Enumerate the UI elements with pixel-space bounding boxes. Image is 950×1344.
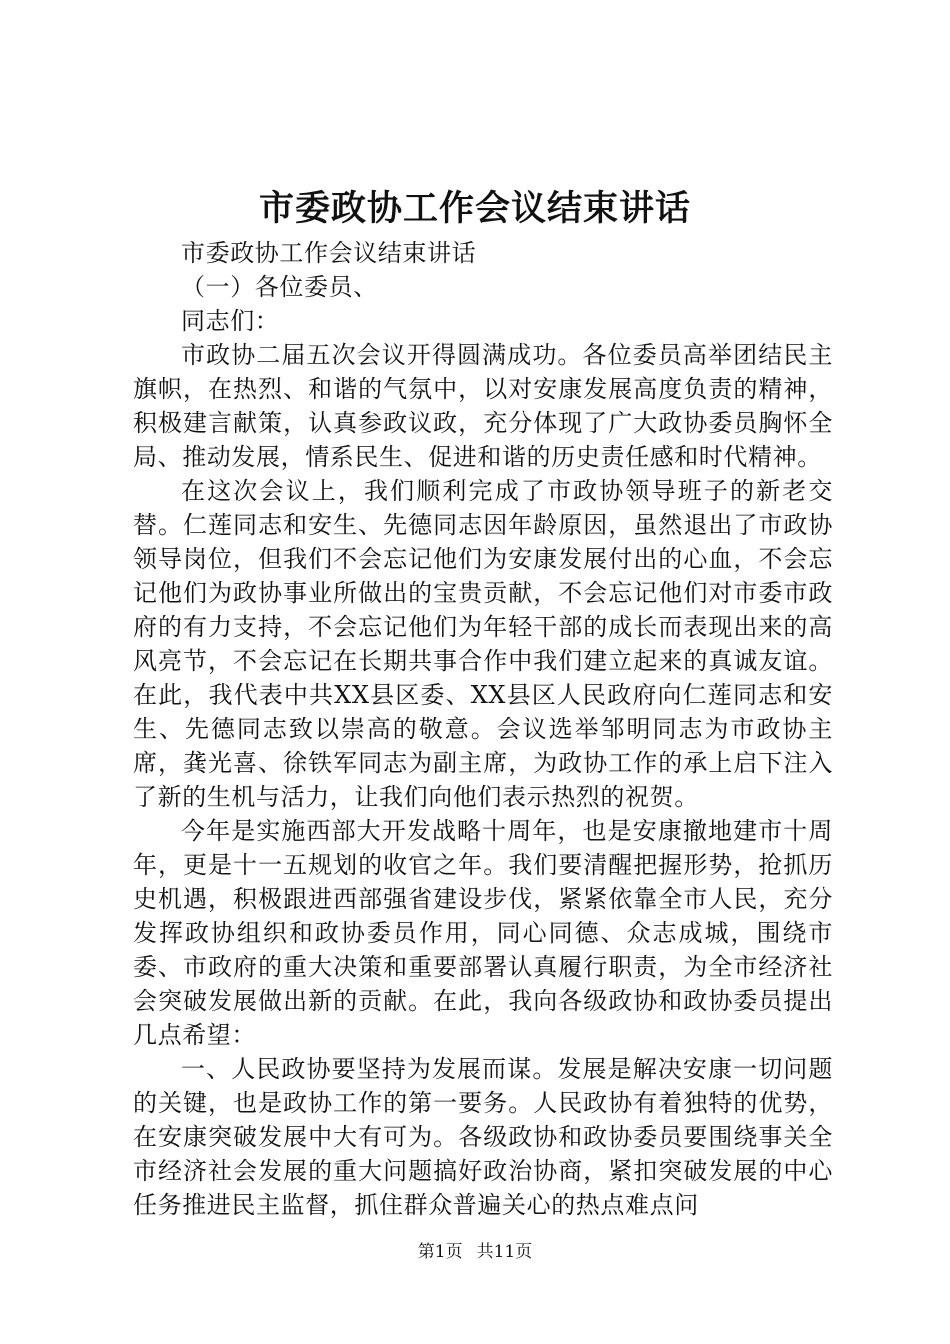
paragraph-subtitle: 市委政协工作会议结束讲话 xyxy=(181,239,477,267)
paragraph-salutation-2: 同志们： xyxy=(181,307,280,335)
page-number-current: 第1页 xyxy=(417,1242,463,1262)
page-number-total: 共11页 xyxy=(476,1242,533,1262)
paragraph: 今年是实施西部大开发战略十周年，也是安康撤地建市十周年，更是十一五规划的收官之年。我们要清醒把握形势，抢抓历史机遇，积极跟进西部强省建设步伐，紧紧依靠全市人民，充分发挥政协组织和政协委员作用，同心同德、众志成城，围绕市委、市政府的重大决策和重要部署认真履行职责，为全市经济社会突破发展做出新的贡献。在此，我向各级政协和政协委员提出几点希望： xyxy=(133,817,833,1049)
paragraph: 一、人民政协要坚持为发展而谋。发展是解决安康一切问题的关键，也是政协工作的第一要务。人民政协有着独特的优势，在安康突破发展中大有可为。各级政协和政协委员要围绕事关全市经济社会发展的重大问题搞好政治协商，紧扣突破发展的中心任务推进民主监督，抓住群众普遍关心的热点难点问 xyxy=(133,1055,833,1219)
paragraph: 在这次会议上，我们顺利完成了市政协领导班子的新老交替。仁莲同志和安生、先德同志因年龄原因，虽然退出了市政协领导岗位，但我们不会忘记他们为安康发展付出的心血，不会忘记他们为政协事业所做出的宝贵贡献，不会忘记他们对市委市政府的有力支持，不会忘记他们为年轻干部的成长而表现出来的高风亮节，不会忘记在长期共事合作中我们建立起来的真诚友谊。在此，我代表中共XX县区委、XX县区人民政府向仁莲同志和安生、先德同志致以崇高的敬意。会议选举邹明同志为市政协主席，龚光喜、徐铁军同志为副主席，为政协工作的承上启下注入了新的生机与活力，让我们向他们表示热烈的祝贺。 xyxy=(133,477,833,811)
page-footer xyxy=(0,1240,950,1264)
document-body xyxy=(133,236,833,1222)
document-title: 市委政协工作会议结束讲话 xyxy=(258,188,691,229)
paragraph-salutation-1: （一）各位委员、 xyxy=(181,273,378,301)
paragraph: 市政协二届五次会议开得圆满成功。各位委员高举团结民主旗帜，在热烈、和谐的气氛中，以对安康发展高度负责的精神，积极建言献策，认真参政议政，充分体现了广大政协委员胸怀全局、推动发展，情系民生、促进和谐的历史责任感和时代精神。 xyxy=(133,341,833,471)
